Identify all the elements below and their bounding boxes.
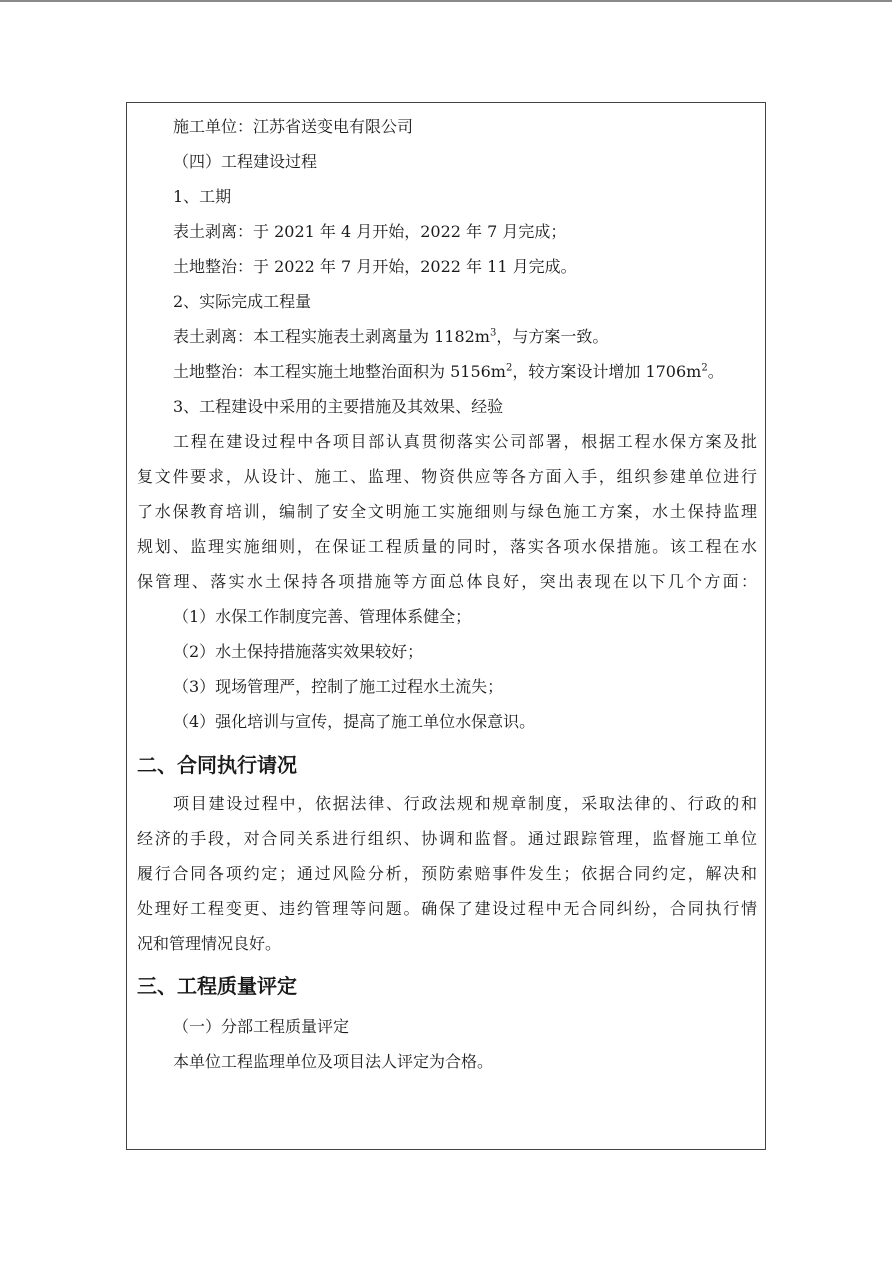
section4-title: （四）工程建设过程 (173, 152, 318, 171)
contract-paragraph-line: 履行合同各项约定；通过风险分析，预防索赔事件发生；依据合同约定，解决和 (137, 864, 757, 883)
quality-result-line: 本单位工程监理单位及项目法人评定为合格。 (173, 1052, 494, 1071)
measures-item: （3）现场管理严，控制了施工过程水土流失； (173, 677, 504, 696)
contract-section-title: 二、合同执行请况 (137, 753, 297, 777)
measures-paragraph-line: 保管理、落实水土保持各项措施等方面总体良好，突出表现在以下几个方面： (137, 572, 757, 591)
measures-heading: 3、工程建设中采用的主要措施及其效果、经验 (173, 397, 504, 416)
quantity-land-tail: 。 (707, 362, 724, 381)
measures-item: （2）水土保持措施落实效果较好； (173, 642, 424, 661)
duration-land-line: 土地整治：于 2022 年 7 月开始，2022 年 11 月完成。 (173, 257, 577, 276)
duration-heading: 1、工期 (173, 187, 232, 206)
top-border-line (0, 0, 892, 2)
measures-item: （4）强化培训与宣传，提高了施工单位水保意识。 (173, 712, 536, 731)
quantity-topsoil-tail: ，与方案一致。 (496, 327, 609, 346)
duration-topsoil-line: 表土剥离：于 2021 年 4 月开始，2022 年 7 月完成； (173, 222, 567, 241)
quantity-land-line (173, 362, 724, 382)
contract-paragraph-line: 处理好工程变更、违约管理等问题。确保了建设过程中无合同纠纷，合同执行情 (137, 899, 757, 918)
construction-unit-line: 施工单位：江苏省送变电有限公司 (173, 117, 414, 136)
measures-paragraph-line: 规划、监理实施细则，在保证工程质量的同时，落实各项水保措施。该工程在水 (137, 537, 757, 556)
quality-subtitle: （一）分部工程质量评定 (173, 1017, 350, 1036)
measures-paragraph-line: 工程在建设过程中各项目部认真贯彻落实公司部署，根据工程水保方案及批 (173, 432, 757, 451)
quality-section-title: 三、工程质量评定 (137, 974, 297, 998)
quantity-topsoil-line (173, 327, 608, 347)
quantity-land-text: 土地整治：本工程实施土地整治面积为 5156m (173, 362, 506, 381)
contract-paragraph-line: 况和管理情况良好。 (137, 934, 282, 953)
quantity-topsoil-text: 表土剥离：本工程实施表土剥离量为 1182m (173, 327, 490, 346)
measures-item: （1）水保工作制度完善、管理体系健全； (173, 607, 472, 626)
cubic-superscript: 3 (489, 327, 497, 339)
quantity-land-middle: ，较方案设计增加 1706m (512, 362, 702, 381)
contract-paragraph-line: 项目建设过程中，依据法律、行政法规和规章制度，采取法律的、行政的和 (173, 794, 757, 813)
measures-paragraph-line: 复文件要求，从设计、施工、监理、物资供应等各方面入手，组织参建单位进行 (137, 467, 757, 486)
quantity-heading: 2、实际完成工程量 (173, 292, 312, 311)
square-superscript-2: 2 (701, 362, 708, 374)
contract-paragraph-line: 经济的手段，对合同关系进行组织、协调和监督。通过跟踪管理，监督施工单位 (137, 829, 757, 848)
measures-paragraph-line: 了水保教育培训，编制了安全文明施工实施细则与绿色施工方案，水土保持监理 (137, 502, 757, 521)
square-superscript-1: 2 (505, 362, 513, 374)
